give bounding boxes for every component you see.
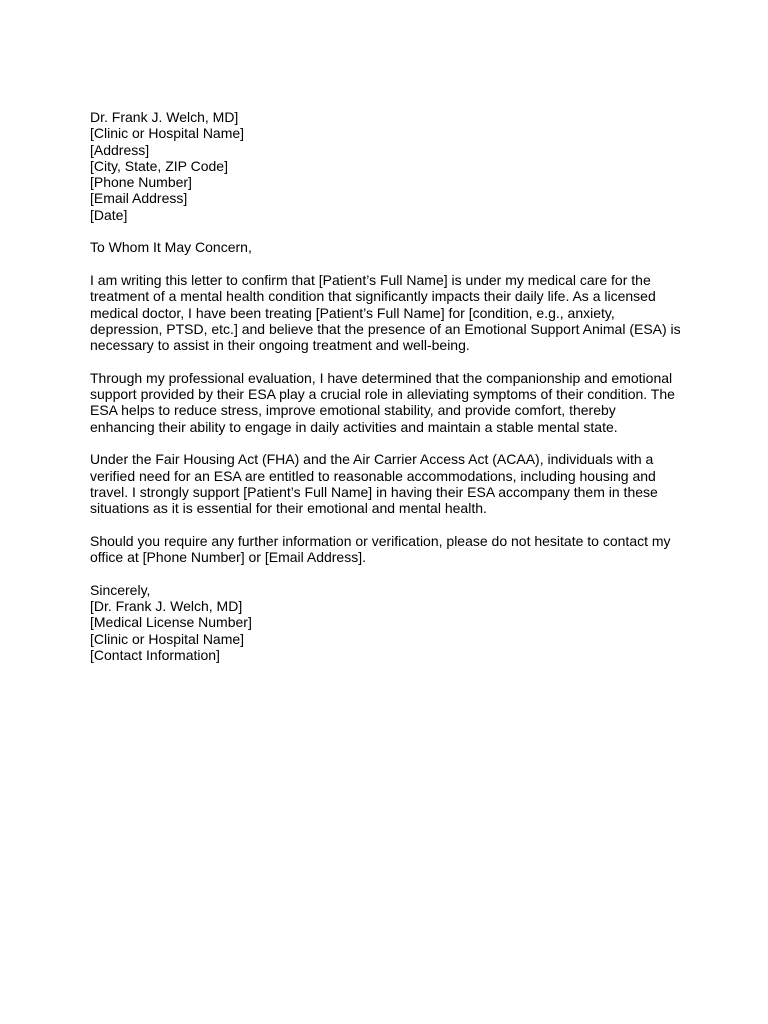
letter-date: [Date]	[90, 206, 128, 223]
paragraph-line: support provided by their ESA play a crucial role in alleviating symptoms of their condition. The	[90, 386, 675, 403]
paragraph-1	[90, 272, 690, 353]
salutation-text: To Whom It May Concern,	[90, 239, 252, 256]
sender-email: [Email Address]	[90, 190, 188, 207]
signature-name: [Dr. Frank J. Welch, MD]	[90, 597, 243, 614]
paragraph-line: treatment of a mental health condition that significantly impacts their daily life. As a licensed	[90, 288, 656, 305]
paragraph-2	[90, 370, 690, 435]
sender-name: Dr. Frank J. Welch, MD]	[90, 109, 239, 125]
letter-body	[90, 109, 690, 663]
paragraph-line: I am writing this letter to confirm that [Patient’s Full Name] is under my medical care for the	[90, 271, 651, 288]
paragraph-line: travel. I strongly support [Patient’s Full Name] in having their ESA accompany them in these	[90, 483, 658, 500]
paragraph-line: necessary to assist in their ongoing treatment and well-being.	[90, 337, 470, 354]
paragraph-line: Through my professional evaluation, I have determined that the companionship and emotional	[90, 369, 673, 386]
paragraph-3	[90, 451, 690, 516]
signature-license: [Medical License Number]	[90, 614, 252, 631]
sender-address: [Address]	[90, 141, 150, 158]
paragraph-line: ESA helps to reduce stress, improve emotional stability, and provide comfort, thereby	[90, 402, 616, 419]
signature-clinic: [Clinic or Hospital Name]	[90, 630, 245, 647]
sender-city-state-zip: [City, State, ZIP Code]	[90, 157, 228, 174]
paragraph-line: Should you require any further information or verification, please do not hesitate to contact my	[90, 532, 671, 549]
salutation	[90, 239, 690, 255]
sender-header	[90, 109, 690, 223]
paragraph-line: enhancing their ability to engage in daily activities and maintain a stable mental state.	[90, 418, 618, 435]
closing-block	[90, 582, 690, 663]
closing: Sincerely,	[90, 581, 151, 598]
paragraph-4	[90, 533, 690, 566]
sender-clinic: [Clinic or Hospital Name]	[90, 125, 245, 142]
paragraph-line: Under the Fair Housing Act (FHA) and the Air Carrier Access Act (ACAA), individuals with a	[90, 451, 654, 468]
paragraph-line: situations as it is essential for their emotional and mental health.	[90, 500, 487, 517]
paragraph-line: depression, PTSD, etc.] and believe that the presence of an Emotional Support Animal (ESA) is	[90, 320, 681, 337]
signature-contact: [Contact Information]	[90, 646, 220, 663]
paragraph-line: office at [Phone Number] or [Email Address].	[90, 549, 366, 566]
paragraph-line: verified need for an ESA are entitled to reasonable accommodations, including housing and	[90, 467, 656, 484]
paragraph-line: medical doctor, I have been treating [Patient’s Full Name] for [condition, e.g., anxiety,	[90, 304, 615, 321]
sender-phone: [Phone Number]	[90, 174, 192, 191]
